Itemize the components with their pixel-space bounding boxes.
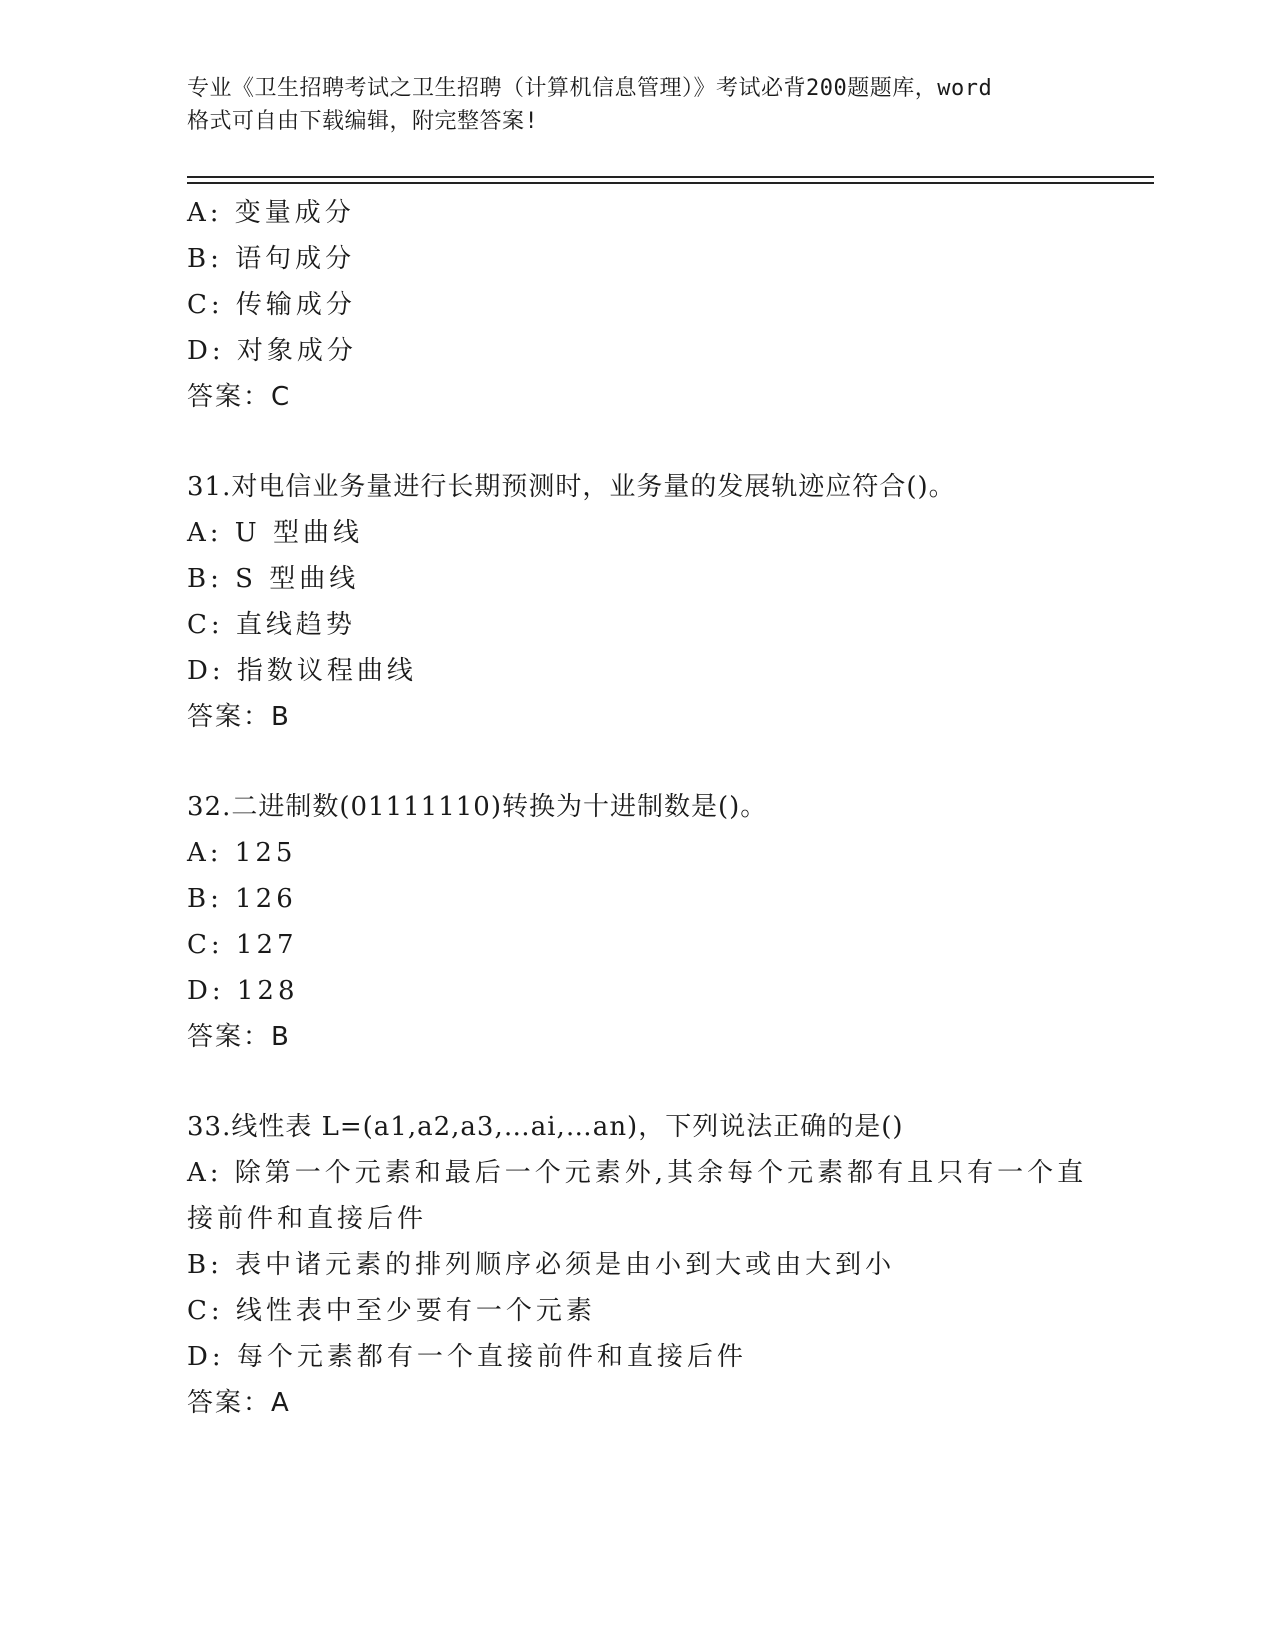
option-d: D: 每个元素都有一个直接前件和直接后件 bbox=[187, 1342, 747, 1372]
spacer bbox=[187, 740, 1127, 784]
option-a-line-2: 接前件和直接后件 bbox=[187, 1204, 428, 1234]
document-header bbox=[187, 72, 1087, 138]
header-line-2: 格式可自由下载编辑，附完整答案! bbox=[187, 109, 539, 134]
option-a-line-1: A: 除第一个元素和最后一个元素外,其余每个元素都有且只有一个直 bbox=[187, 1158, 1088, 1188]
option-d: D: 128 bbox=[187, 976, 299, 1006]
answer-line: 答案：A bbox=[187, 1388, 291, 1418]
question-32 bbox=[187, 784, 1127, 1060]
answer-line: 答案：C bbox=[187, 382, 292, 412]
option-c: C: 127 bbox=[187, 930, 298, 960]
option-c: C: 线性表中至少要有一个元素 bbox=[187, 1296, 596, 1326]
question-33 bbox=[187, 1104, 1127, 1426]
header-divider-bottom bbox=[187, 182, 1154, 184]
option-b: B: 126 bbox=[187, 884, 297, 914]
option-d: D: 指数议程曲线 bbox=[187, 656, 417, 686]
question-text: 33.线性表 L=(a1,a2,a3,…ai,…an)，下列说法正确的是() bbox=[187, 1112, 904, 1142]
spacer bbox=[187, 1060, 1127, 1104]
question-30 bbox=[187, 190, 1127, 420]
question-31 bbox=[187, 464, 1127, 740]
option-a: A: U 型曲线 bbox=[187, 518, 363, 548]
answer-line: 答案：B bbox=[187, 1022, 291, 1052]
question-text: 31.对电信业务量进行长期预测时，业务量的发展轨迹应符合()。 bbox=[187, 472, 956, 502]
option-b: B: 语句成分 bbox=[187, 244, 356, 274]
option-d: D: 对象成分 bbox=[187, 336, 357, 366]
spacer bbox=[187, 420, 1127, 464]
option-c: C: 传输成分 bbox=[187, 290, 356, 320]
option-a: A: 变量成分 bbox=[187, 198, 355, 228]
header-line-1: 专业《卫生招聘考试之卫生招聘（计算机信息管理）》考试必背200题题库，word bbox=[187, 76, 993, 101]
option-b: B: 表中诸元素的排列顺序必须是由小到大或由大到小 bbox=[187, 1250, 896, 1280]
header-divider-top bbox=[187, 176, 1154, 178]
option-a: A: 125 bbox=[187, 838, 297, 868]
question-list bbox=[187, 190, 1127, 1426]
option-c: C: 直线趋势 bbox=[187, 610, 356, 640]
option-b: B: S 型曲线 bbox=[187, 564, 360, 594]
answer-line: 答案：B bbox=[187, 702, 291, 732]
question-text: 32.二进制数(01111110)转换为十进制数是()。 bbox=[187, 792, 768, 822]
